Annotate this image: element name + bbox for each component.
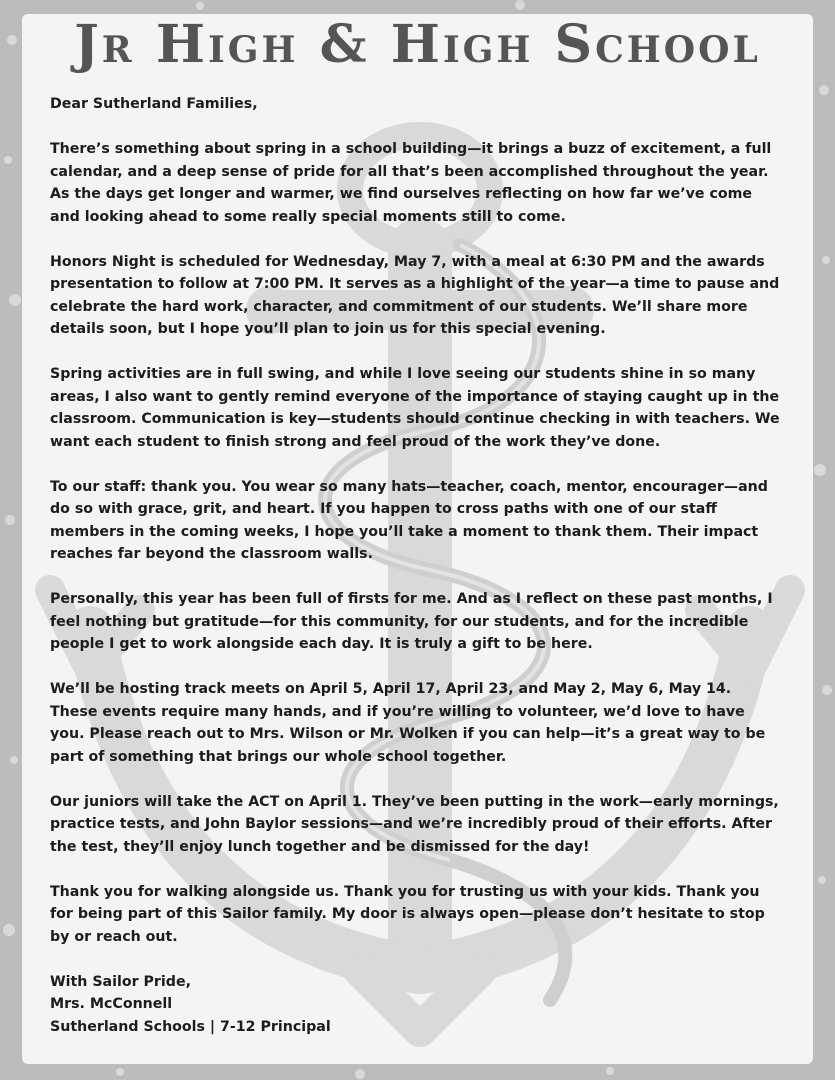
paragraph-personal: Personally, this year has been full of firsts for me. And as I reflect on these past months, I feel nothing but gratitude—for this community, for our students, and for the incredible people I get to work alongside each day. It is truly a gift to be here. xyxy=(50,591,773,652)
closing: With Sailor Pride, xyxy=(50,973,191,990)
greeting: Dear Sutherland Families, xyxy=(50,96,258,112)
signoff xyxy=(50,971,780,1039)
page-title: Jr High & High School xyxy=(74,14,761,75)
letter-body xyxy=(50,93,780,1038)
paragraph-track-meets: We’ll be hosting track meets on April 5, April 17, April 23, and May 2, May 6, May 14. These events require many hands, and if you’re willing to volunteer, we’d love to have you. Please reach out to Mrs. Wilson or Mr. Wolken if you can help—it’s a great way to be part of something that brings our whole school together. xyxy=(50,681,766,765)
paragraph-spring: There’s something about spring in a school building—it brings a buzz of excitement, a full calendar, and a deep sense of pride for all that’s been accomplished throughout the year. As the days get longer and warmer, we find ourselves reflecting on how far we’ve come and looking ahead to some really special moments still to come. xyxy=(50,141,772,225)
signer-name: Mrs. McConnell xyxy=(50,996,173,1012)
paragraph-spring-activities: Spring activities are in full swing, and while I love seeing our students shine in so many areas, I also want to gently remind everyone of the importance of staying caught up in the classroom. Communication is key—students should continue checking in with teachers. We want each student to finish strong and feel proud of the work they’ve done. xyxy=(50,366,780,450)
paragraph-thank-you: Thank you for walking alongside us. Thank you for trusting us with your kids. Thank you for being part of this Sailor family. My door is always open—please don’t hesitate to stop by or reach out. xyxy=(50,883,765,945)
signer-title: Sutherland Schools | 7-12 Principal xyxy=(50,1018,331,1035)
paragraph-staff: To our staff: thank you. You wear so many hats—teacher, coach, mentor, encourager—and do so with grace, grit, and heart. If you happen to cross paths with one of our staff members in the coming weeks, I hope you’ll take a moment to thank them. Their impact reaches far beyond the classroom walls. xyxy=(50,478,768,562)
paragraph-act: Our juniors will take the ACT on April 1. They’ve been putting in the work—early mornings, practice tests, and John Baylor sessions—and we’re incredibly proud of their efforts. After the test, they’ll enjoy lunch together and be dismissed for the day! xyxy=(50,793,779,855)
paragraph-honors-night: Honors Night is scheduled for Wednesday, May 7, with a meal at 6:30 PM and the awards presentation to follow at 7:00 PM. It serves as a highlight of the year—a time to pause and celebrate the hard work, character, and commitment of our students. We’ll share more details soon, but I hope you’ll plan to join us for this special evening. xyxy=(50,253,780,337)
